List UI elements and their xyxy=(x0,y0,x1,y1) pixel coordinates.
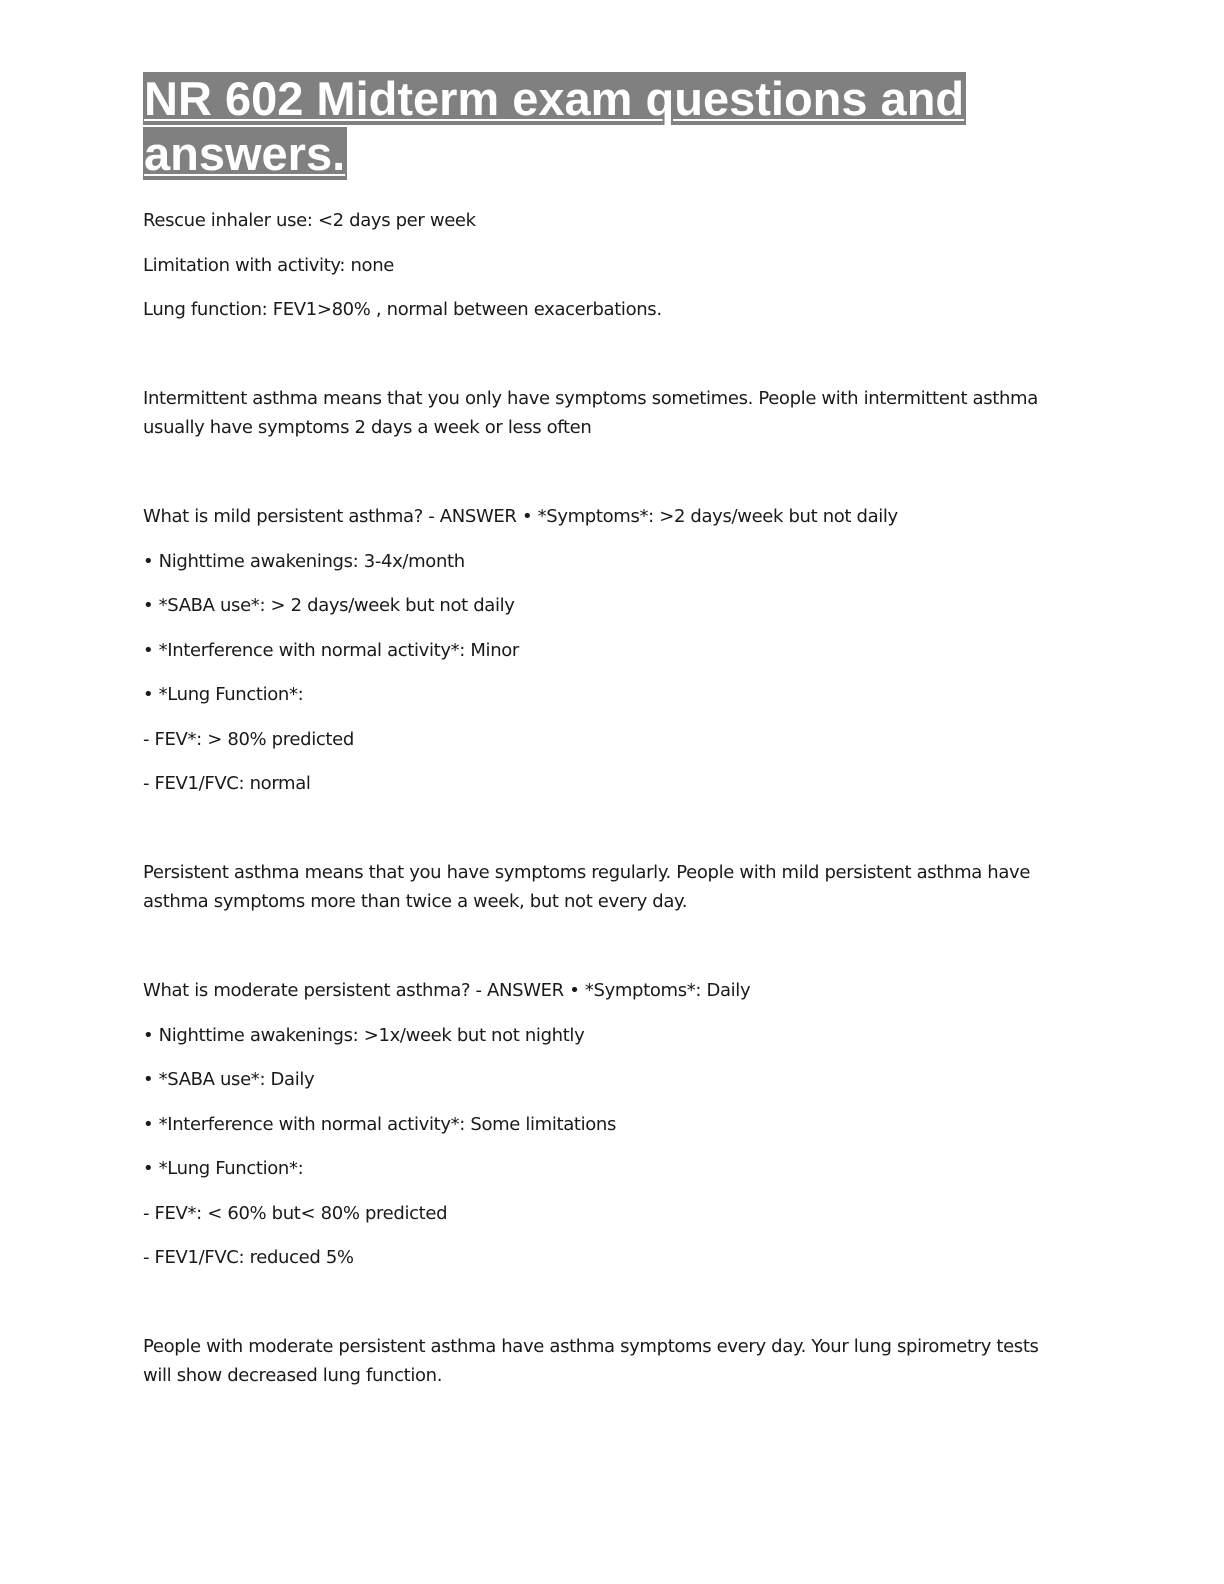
mild-description-line-2: asthma symptoms more than twice a week, but not every day. xyxy=(143,891,688,912)
moderate-item: • *Lung Function*: xyxy=(143,1158,304,1179)
moderate-question: What is moderate persistent asthma? - ANSWER • *Symptoms*: Daily xyxy=(143,980,751,1001)
rescue-inhaler-text: Rescue inhaler use: <2 days per week xyxy=(143,210,476,231)
mild-item: - FEV1/FVC: normal xyxy=(143,773,311,794)
mild-item: • *Interference with normal activity*: Minor xyxy=(143,640,519,661)
intermittent-description-line-2: usually have symptoms 2 days a week or less often xyxy=(143,417,592,438)
limitation-text: Limitation with activity: none xyxy=(143,255,394,276)
intermittent-description xyxy=(143,384,1083,442)
moderate-description-line-1: People with moderate persistent asthma have asthma symptoms every day. Your lung spirometry tests xyxy=(143,1336,1039,1357)
mild-item: - FEV*: > 80% predicted xyxy=(143,729,354,750)
moderate-description xyxy=(143,1332,1083,1390)
moderate-description-line-2: will show decreased lung function. xyxy=(143,1365,443,1386)
mild-item: • Nighttime awakenings: 3-4x/month xyxy=(143,551,465,572)
mild-question: What is mild persistent asthma? - ANSWER • *Symptoms*: >2 days/week but not daily xyxy=(143,506,898,527)
intermittent-description-line-1: Intermittent asthma means that you only have symptoms sometimes. People with intermittent asthma xyxy=(143,388,1038,409)
moderate-item: - FEV1/FVC: reduced 5% xyxy=(143,1247,354,1268)
title-line-1: NR 602 Midterm exam questions and xyxy=(144,72,965,125)
title-line-2: answers. xyxy=(144,127,346,180)
moderate-item: • Nighttime awakenings: >1x/week but not nightly xyxy=(143,1025,585,1046)
moderate-item: - FEV*: < 60% but< 80% predicted xyxy=(143,1203,448,1224)
mild-description xyxy=(143,858,1083,916)
mild-item: • *SABA use*: > 2 days/week but not daily xyxy=(143,595,515,616)
mild-description-line-1: Persistent asthma means that you have symptoms regularly. People with mild persistent asthma have xyxy=(143,862,1031,883)
mild-item: • *Lung Function*: xyxy=(143,684,304,705)
moderate-item: • *SABA use*: Daily xyxy=(143,1069,315,1090)
moderate-item: • *Interference with normal activity*: Some limitations xyxy=(143,1114,617,1135)
lung-function-text: Lung function: FEV1>80% , normal between exacerbations. xyxy=(143,299,662,320)
